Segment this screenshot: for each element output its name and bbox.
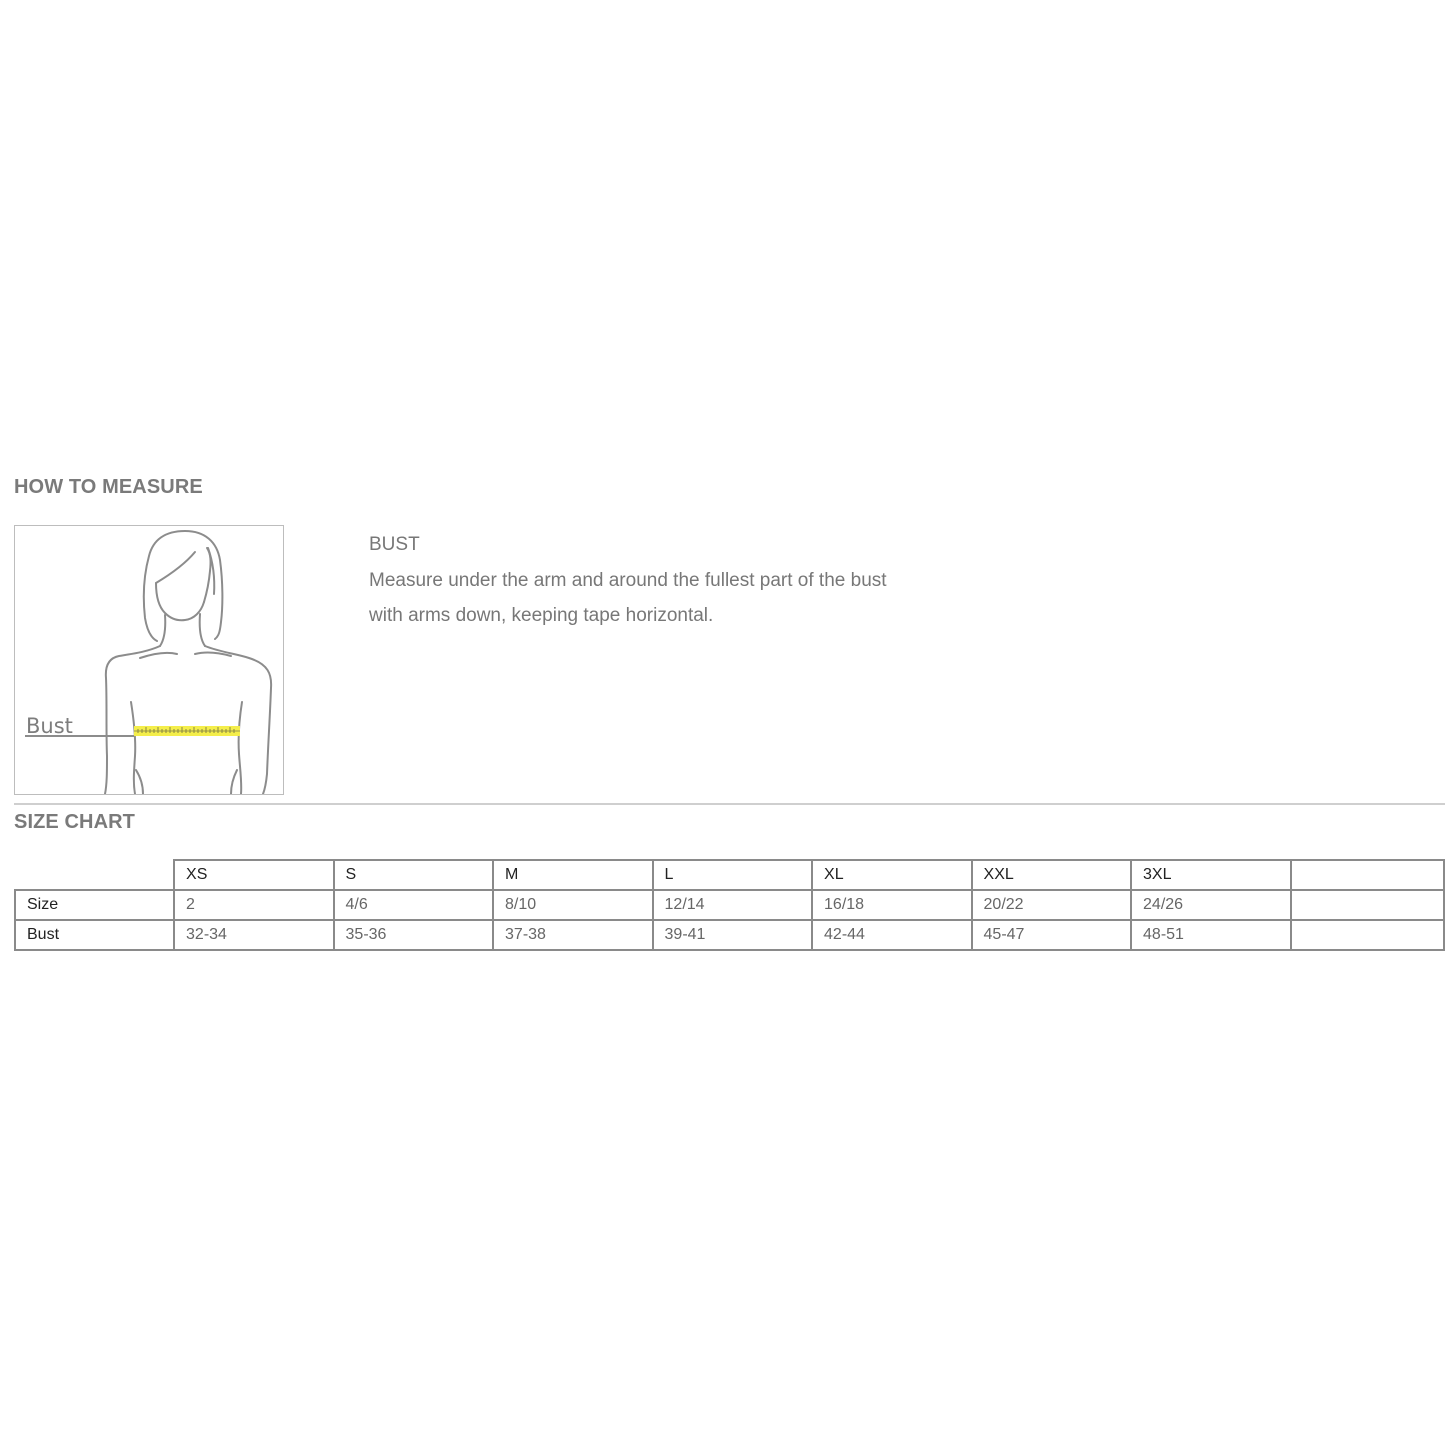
- size-chart-table: [14, 859, 1445, 951]
- bust-measurement-instructions: [369, 527, 949, 634]
- table-row-bust: [15, 920, 1444, 950]
- size-column-header: 3XL: [1131, 860, 1291, 890]
- table-cell: 12/14: [653, 890, 813, 920]
- table-cell: 48-51: [1131, 920, 1291, 950]
- size-column-header: M: [493, 860, 653, 890]
- row-label: Bust: [15, 920, 174, 950]
- size-chart-title: SIZE CHART: [14, 811, 135, 833]
- table-cell: 16/18: [812, 890, 972, 920]
- table-row-size: [15, 890, 1444, 920]
- table-cell: [1291, 890, 1444, 920]
- table-cell: 8/10: [493, 890, 653, 920]
- size-column-header: XS: [174, 860, 334, 890]
- table-cell: 32-34: [174, 920, 334, 950]
- section-divider: [14, 803, 1445, 805]
- size-column-header: XXL: [972, 860, 1132, 890]
- table-cell: 42-44: [812, 920, 972, 950]
- table-cell: 45-47: [972, 920, 1132, 950]
- table-cell: 2: [174, 890, 334, 920]
- size-chart-header-row: [15, 860, 1444, 890]
- measurement-description-line-1: Measure under the arm and around the fullest part of the bust: [369, 569, 887, 591]
- size-column-header: L: [653, 860, 813, 890]
- table-cell: 4/6: [334, 890, 494, 920]
- bust-figure-label: Bust: [26, 714, 73, 738]
- woman-silhouette-illustration: [15, 526, 283, 794]
- table-cell: 24/26: [1131, 890, 1291, 920]
- measurement-description-line-2: with arms down, keeping tape horizontal.: [369, 605, 714, 626]
- row-label: Size: [15, 890, 174, 920]
- size-column-header: [1291, 860, 1444, 890]
- header-corner-cell: [15, 860, 174, 890]
- measuring-tape: [134, 726, 240, 736]
- table-cell: 35-36: [334, 920, 494, 950]
- table-cell: 39-41: [653, 920, 813, 950]
- size-column-header: XL: [812, 860, 972, 890]
- bust-measurement-figure: [14, 525, 284, 795]
- table-cell: 37-38: [493, 920, 653, 950]
- table-cell: [1291, 920, 1444, 950]
- table-cell: 20/22: [972, 890, 1132, 920]
- how-to-measure-title: HOW TO MEASURE: [14, 476, 203, 498]
- measurement-name: BUST: [369, 534, 420, 555]
- size-column-header: S: [334, 860, 494, 890]
